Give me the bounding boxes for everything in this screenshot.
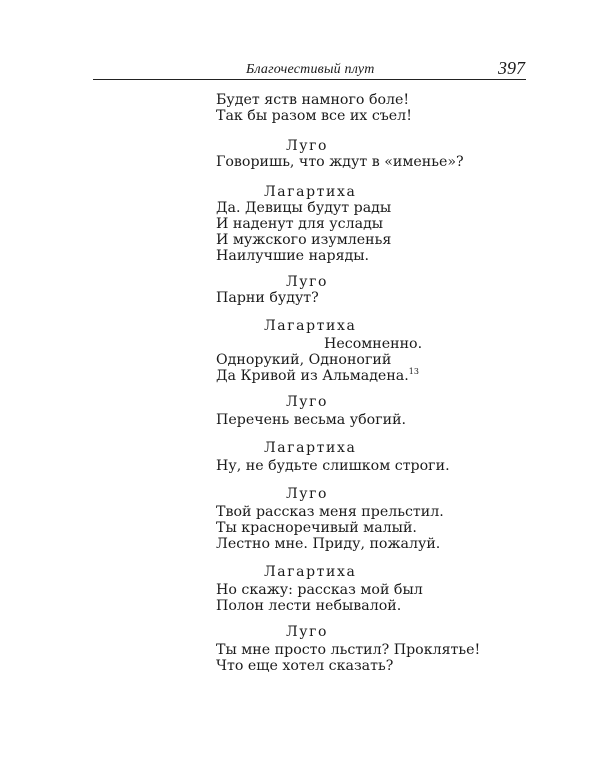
- speaker-name: Луго: [286, 624, 329, 640]
- speaker-name: Луго: [286, 274, 329, 290]
- speaker-name: Лагартиха: [264, 318, 357, 334]
- verse-line: Будет яств намного боле!: [216, 92, 410, 108]
- verse-line: И наденут для услады: [216, 216, 384, 232]
- verse-line: Полон лести небывалой.: [216, 598, 402, 614]
- verse-line: Ты мне просто льстил? Проклятье!: [216, 642, 481, 658]
- footnote-marker[interactable]: 13: [408, 367, 419, 376]
- speaker-name: Луго: [286, 138, 329, 154]
- verse-line: Да. Девицы будут рады: [216, 200, 392, 216]
- verse-line: Парни будут?: [216, 290, 319, 306]
- header-rule: [93, 79, 526, 80]
- verse-line: [216, 368, 419, 384]
- speaker-name: Лагартиха: [264, 440, 357, 456]
- verse-line: Лестно мне. Приду, пожалуй.: [216, 536, 441, 552]
- verse-text: Да Кривой из Альмадена.: [216, 368, 409, 384]
- verse-line: Твой рассказ меня прельстил.: [216, 504, 444, 520]
- verse-line: Перечень весьма убогий.: [216, 412, 407, 428]
- speaker-name: Лагартиха: [264, 564, 357, 580]
- verse-line: Что еще хотел сказать?: [216, 658, 394, 674]
- page-number: 397: [498, 58, 525, 78]
- speaker-name: Луго: [286, 486, 329, 502]
- verse-line: Ну, не будьте слишком строги.: [216, 458, 450, 474]
- verse-line: И мужского изумленья: [216, 232, 392, 248]
- verse-line: Однорукий, Одноногий: [216, 352, 392, 368]
- verse-line: Но скажу: рассказ мой был: [216, 582, 423, 598]
- running-title: Благочестивый плут: [246, 62, 375, 77]
- verse-line: Так бы разом все их съел!: [216, 108, 412, 124]
- verse-line: Наилучшие наряды.: [216, 248, 370, 264]
- verse-line: Говоришь, что ждут в «именье»?: [216, 154, 464, 170]
- speaker-name: Луго: [286, 394, 329, 410]
- verse-line-indented: Несомненно.: [324, 336, 423, 352]
- speaker-name: Лагартиха: [264, 184, 357, 200]
- verse-line: Ты красноречивый малый.: [216, 520, 417, 536]
